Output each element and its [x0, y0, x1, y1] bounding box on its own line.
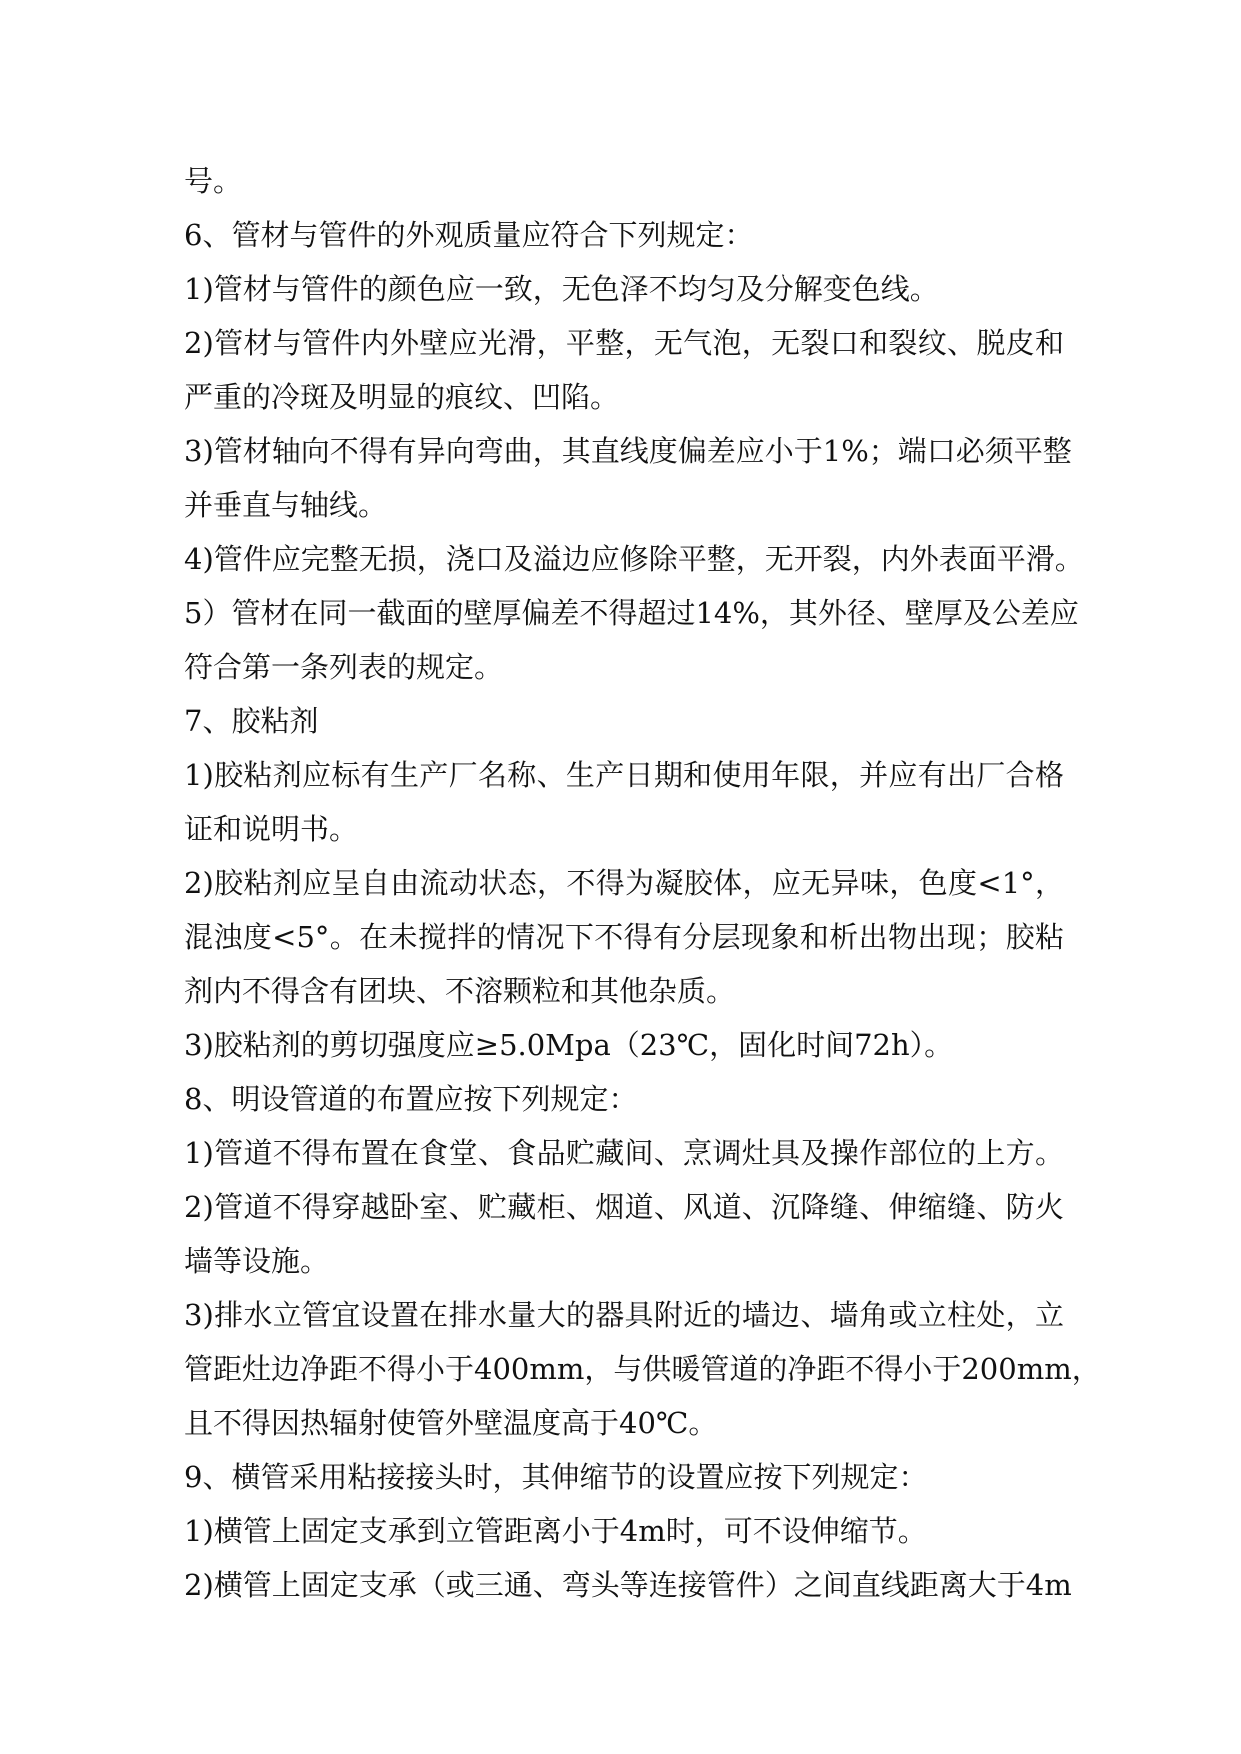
text-line: 3)胶粘剂的剪切强度应≥5.0Mpa（23℃，固化时间72h）。 — [184, 1028, 954, 1062]
text-line: 证和说明书。 — [184, 812, 359, 846]
text-line: 8、明设管道的布置应按下列规定： — [184, 1082, 638, 1116]
text-line: 6、管材与管件的外观质量应符合下列规定： — [184, 218, 754, 252]
text-line: 号。 — [184, 164, 243, 198]
text-line: 2)管道不得穿越卧室、贮藏柜、烟道、风道、沉降缝、伸缩缝、防火 — [184, 1190, 1064, 1224]
text-line: 混浊度<5°。在未搅拌的情况下不得有分层现象和析出物出现；胶粘 — [184, 920, 1064, 954]
text-line: 且不得因热辐射使管外壁温度高于40℃。 — [184, 1406, 718, 1440]
text-line: 5）管材在同一截面的壁厚偏差不得超过14%，其外径、壁厚及公差应 — [184, 596, 1079, 630]
text-line: 墙等设施。 — [184, 1244, 330, 1278]
text-line: 2)胶粘剂应呈自由流动状态，不得为凝胶体，应无异味，色度<1°， — [184, 866, 1064, 900]
text-line: 4)管件应完整无损，浇口及溢边应修除平整，无开裂，内外表面平滑。 — [184, 542, 1084, 576]
text-line: 1)横管上固定支承到立管距离小于4m时，可不设伸缩节。 — [184, 1514, 927, 1548]
text-line: 1)管道不得布置在食堂、食品贮藏间、烹调灶具及操作部位的上方。 — [184, 1136, 1064, 1170]
text-line: 管距灶边净距不得小于400mm，与供暖管道的净距不得小于200mm， — [184, 1352, 1101, 1386]
text-line: 9、横管采用粘接接头时，其伸缩节的设置应按下列规定： — [184, 1460, 928, 1494]
text-line: 严重的冷斑及明显的痕纹、凹陷。 — [184, 380, 620, 414]
text-line: 2)横管上固定支承（或三通、弯头等连接管件）之间直线距离大于4m — [184, 1568, 1072, 1602]
document-body — [184, 154, 1101, 1612]
text-line: 剂内不得含有团块、不溶颗粒和其他杂质。 — [184, 974, 736, 1008]
text-line: 1)胶粘剂应标有生产厂名称、生产日期和使用年限，并应有出厂合格 — [184, 758, 1064, 792]
text-line: 3)排水立管宜设置在排水量大的器具附近的墙边、墙角或立柱处，立 — [184, 1298, 1064, 1332]
text-line: 1)管材与管件的颜色应一致，无色泽不均匀及分解变色线。 — [184, 272, 939, 306]
text-line: 并垂直与轴线。 — [184, 488, 388, 522]
text-line: 符合第一条列表的规定。 — [184, 650, 504, 684]
text-line: 3)管材轴向不得有异向弯曲，其直线度偏差应小于1%；端口必须平整 — [184, 434, 1072, 468]
text-line: 7、胶粘剂 — [184, 704, 319, 738]
text-line: 2)管材与管件内外壁应光滑，平整，无气泡，无裂口和裂纹、脱皮和 — [184, 326, 1064, 360]
